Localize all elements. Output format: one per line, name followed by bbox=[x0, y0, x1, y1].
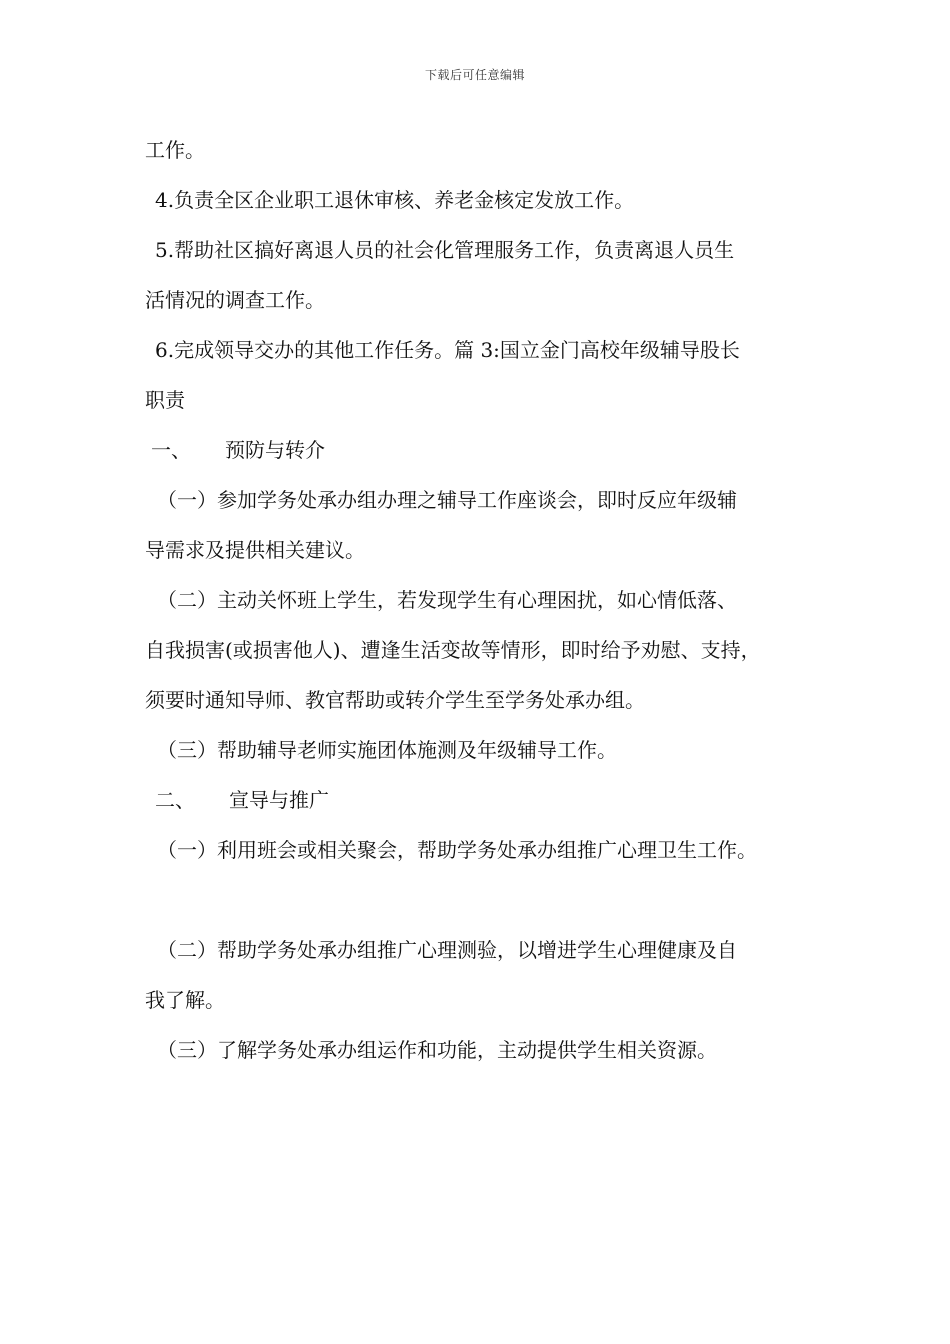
paragraph-line: 导需求及提供相关建议。 bbox=[145, 538, 365, 562]
paragraph-line: 须要时通知导师、教官帮助或转介学生至学务处承办组。 bbox=[145, 688, 645, 712]
blank-line bbox=[145, 875, 815, 925]
page-header: 下载后可任意编辑 bbox=[424, 68, 525, 82]
paragraph-line: （一）参加学务处承办组办理之辅导工作座谈会，即时反应年级辅 bbox=[157, 488, 737, 512]
section-title: 宣导与推广 bbox=[229, 788, 329, 812]
section-heading bbox=[145, 775, 815, 825]
paragraph-line: （二）主动关怀班上学生，若发现学生有心理困扰，如心情低落、 bbox=[157, 588, 737, 612]
paragraph-line: 活情况的调查工作。 bbox=[145, 288, 325, 312]
paragraph-line: （三）了解学务处承办组运作和功能，主动提供学生相关资源。 bbox=[157, 1038, 717, 1062]
paragraph-line: （二）帮助学务处承办组推广心理测验，以增进学生心理健康及自 bbox=[157, 938, 737, 962]
section-number: 一、 bbox=[151, 438, 191, 462]
paragraph-line: （一）利用班会或相关聚会，帮助学务处承办组推广心理卫生工作。 bbox=[157, 838, 757, 862]
paragraph-line: 4.负责全区企业职工退休审核、养老金核定发放工作。 bbox=[155, 188, 635, 212]
paragraph-line: 工作。 bbox=[145, 138, 205, 162]
section-heading bbox=[145, 425, 815, 475]
document-body bbox=[145, 125, 815, 1075]
paragraph-line: 职责 bbox=[145, 388, 185, 412]
paragraph-line: 6.完成领导交办的其他工作任务。篇 3:国立金门高校年级辅导股长 bbox=[155, 338, 740, 362]
paragraph-line: 自我损害(或损害他人)、遭逢生活变故等情形，即时给予劝慰、支持， bbox=[145, 638, 761, 662]
section-title: 预防与转介 bbox=[225, 438, 325, 462]
section-number: 二、 bbox=[155, 788, 195, 812]
paragraph-line: （三）帮助辅导老师实施团体施测及年级辅导工作。 bbox=[157, 738, 617, 762]
paragraph-line: 5.帮助社区搞好离退人员的社会化管理服务工作，负责离退人员生 bbox=[155, 238, 735, 262]
paragraph-line: 我了解。 bbox=[145, 988, 225, 1012]
